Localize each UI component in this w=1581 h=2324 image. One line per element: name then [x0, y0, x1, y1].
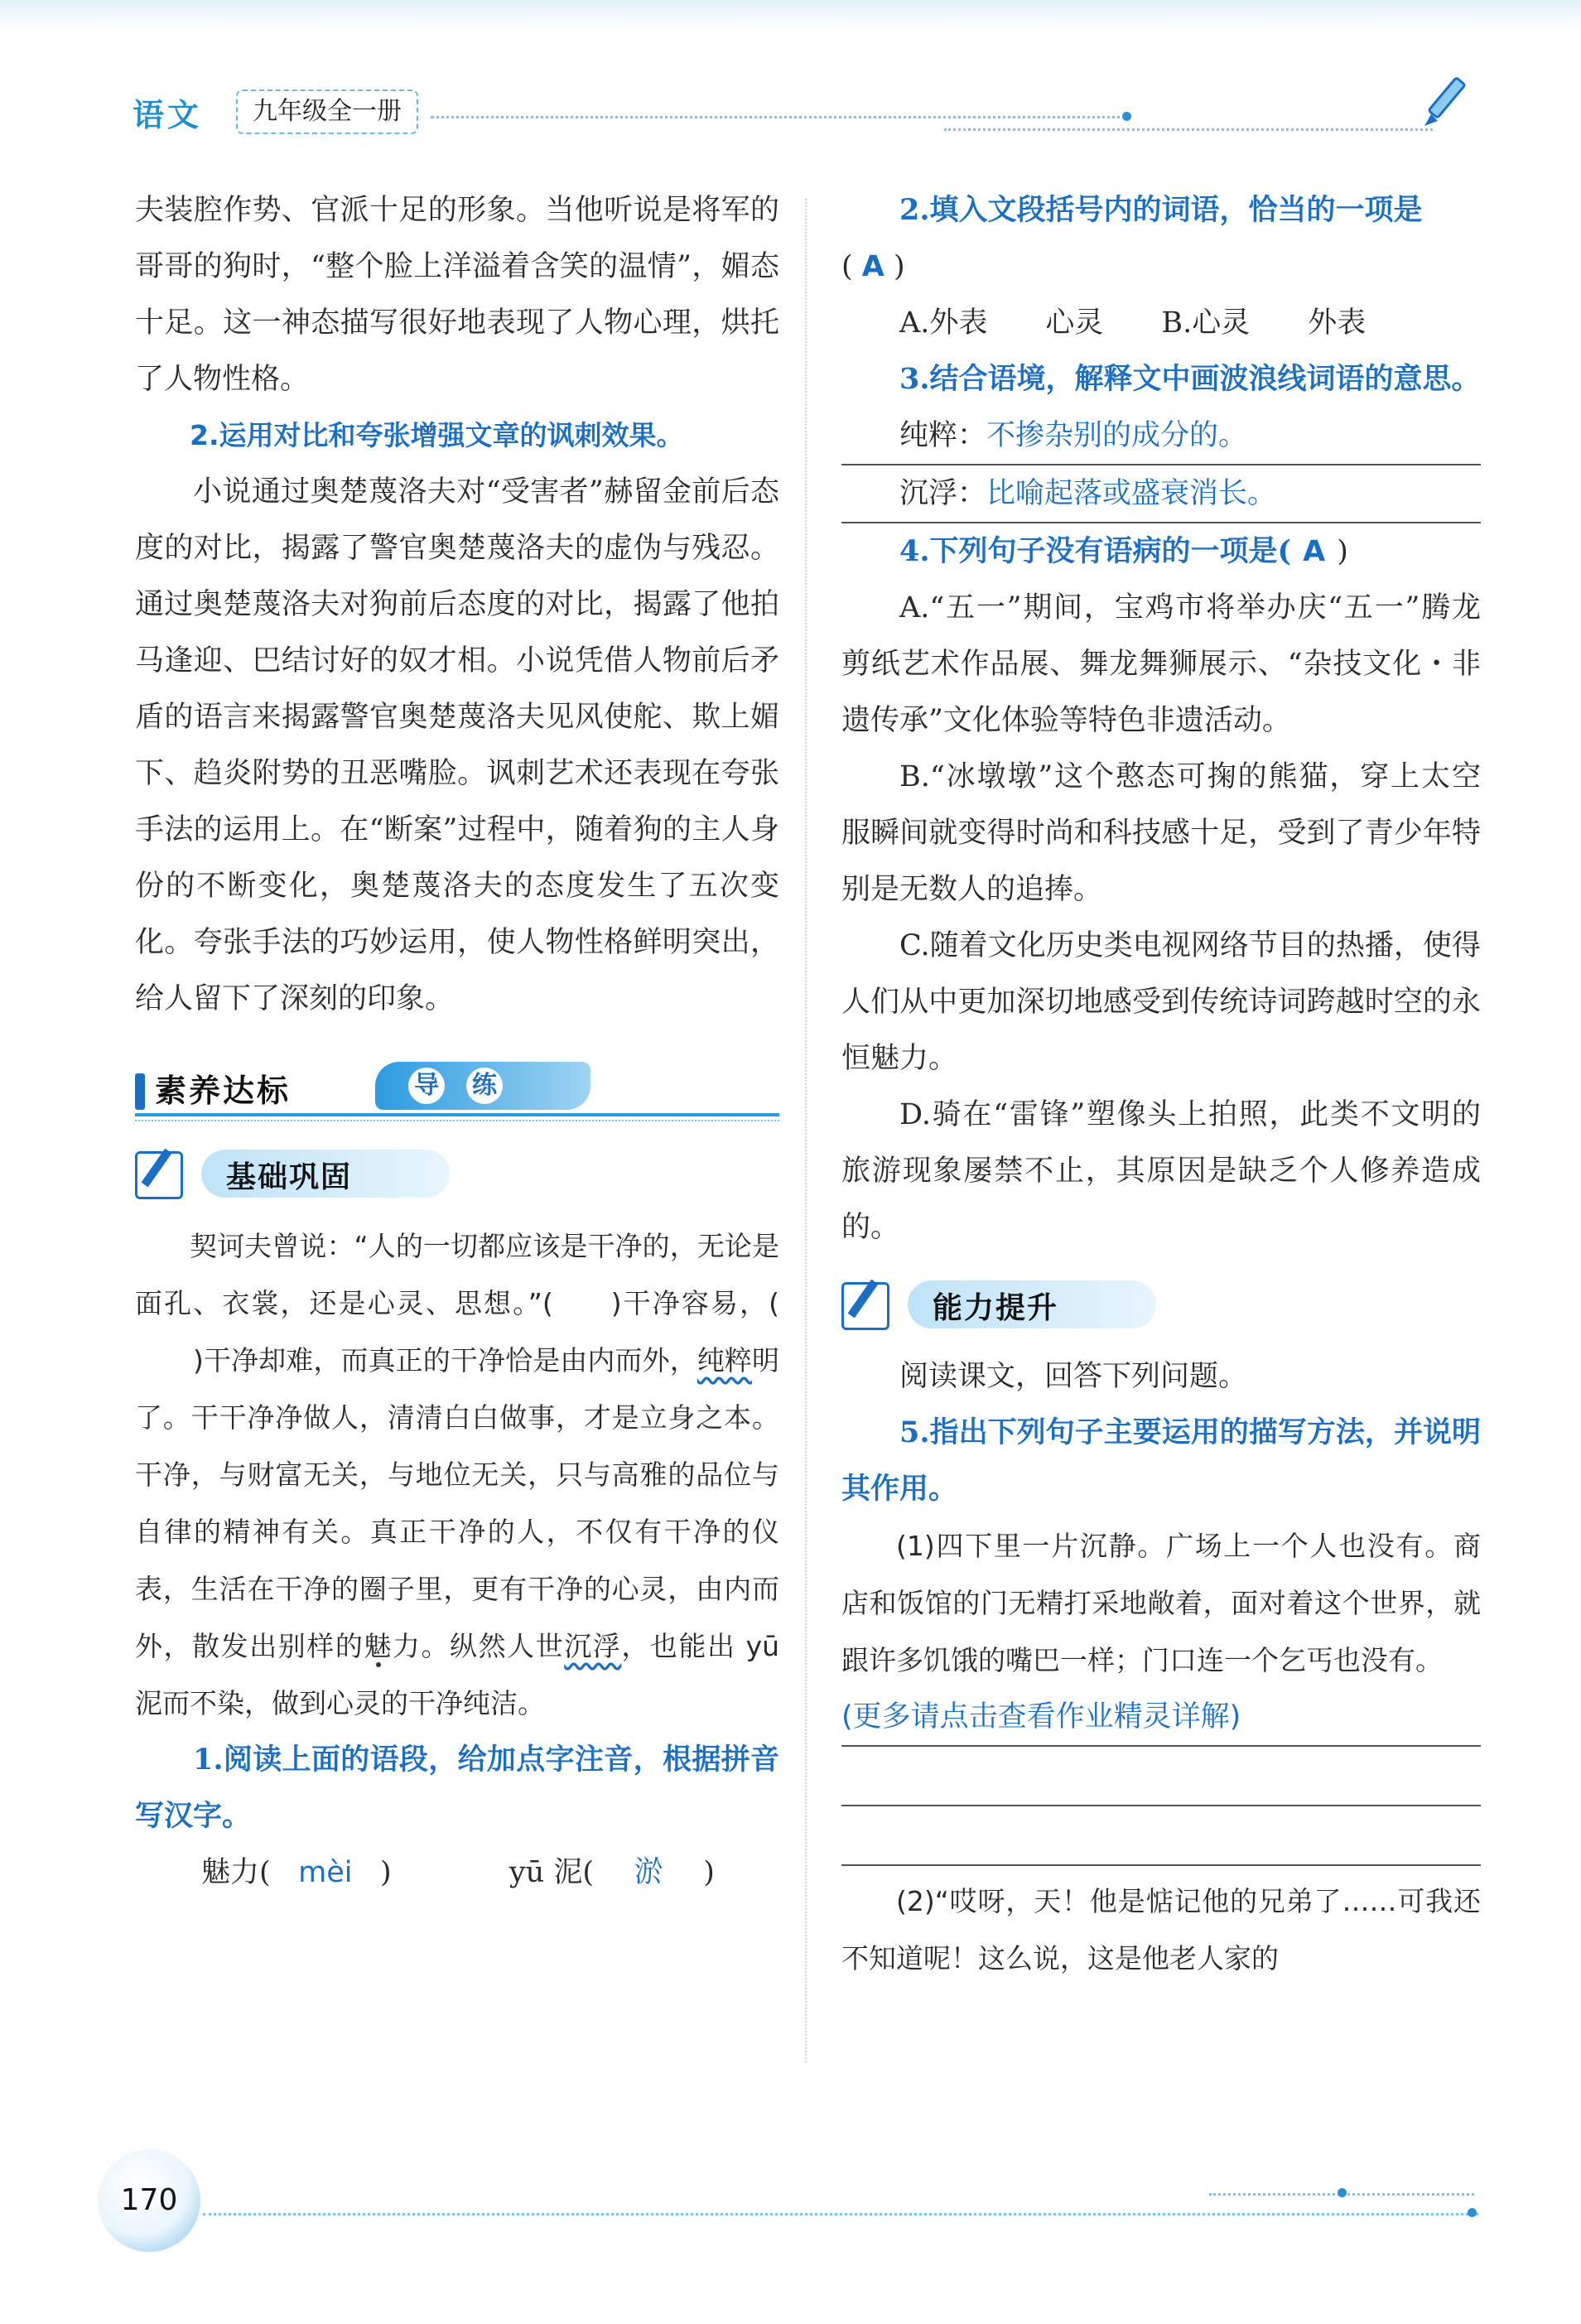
column-divider	[805, 199, 807, 2062]
q5-1-answer-line	[841, 1689, 1481, 1747]
analysis-paragraph-1: 夫装腔作势、官派十足的形象。当他听说是将军的哥哥的狗时，“整个脸上洋溢着含笑的温情”，媚态十足。这一神态描写很好地表现了人物心理，烘托了人物性格。	[135, 194, 779, 396]
answer-line	[841, 1806, 1481, 1866]
open-paren: (	[841, 250, 853, 283]
question-2	[841, 182, 1481, 239]
q4-option-b: B.“冰墩墩”这个憨态可掬的熊猫，穿上太空服瞬间就变得时尚和科技感十足，受到了青少年特别是无数人的追捧。	[841, 760, 1481, 906]
banner-pill	[375, 1062, 590, 1110]
question-3	[841, 351, 1481, 407]
more-details-link[interactable]: (更多请点击查看作业精灵详解)	[841, 1700, 1241, 1733]
q1-b-answer: 淤	[634, 1856, 663, 1889]
sub-banner-basic	[135, 1146, 779, 1201]
question-5	[841, 1405, 1481, 1517]
passage-text: 力。纵然人世	[392, 1630, 565, 1662]
banner-bar	[135, 1073, 145, 1110]
banner-char-2: 练	[466, 1068, 503, 1104]
q5-sentence-1: (1)四下里一片沉静。广场上一个人也没有。商店和饭馆的门无精打采地敞着，面对着这个世界，就跟许多饥饿的嘴巴一样；门口连一个乞丐也没有。	[841, 1530, 1481, 1676]
page-number: 170	[98, 2149, 200, 2252]
right-column	[841, 182, 1481, 1987]
analysis-point-2: 2.运用对比和夸张增强文章的讽刺效果。	[190, 419, 684, 451]
q1-b-label: yū 泥(	[509, 1856, 594, 1889]
q4-option-c: C.随着文化历史类电视网络节目的热播，使得人们从中更加深切地感受到传统诗词跨越时空的永恒魅力。	[841, 929, 1481, 1075]
top-band	[0, 0, 1581, 30]
q3-b-label: 沉浮：	[899, 477, 987, 510]
q3-a-line	[841, 407, 1481, 465]
footer-dot	[1338, 2188, 1347, 2197]
reading-passage	[135, 1217, 779, 1732]
question-1-answers	[135, 1844, 779, 1901]
q4-option-a: A.“五一”期间，宝鸡市将举办庆“五一”腾龙剪纸艺术作品展、舞龙舞狮展示、“杂技文化・非遗传承”文化体验等特色非遗活动。	[841, 591, 1481, 737]
dotted-char-mei: 魅	[364, 1630, 393, 1662]
q2-answer: A	[861, 250, 884, 283]
sub-banner-title: 能力提升	[933, 1291, 1059, 1325]
question-4-text: 4.下列句子没有语病的一项是(	[899, 534, 1292, 568]
header-dotted-line	[431, 116, 1126, 118]
footer-dot	[1468, 2208, 1477, 2217]
question-3-text: 3.结合语境，解释文中画波浪线词语的意思。	[899, 362, 1481, 396]
edit-icon	[841, 1282, 889, 1330]
footer-dotted-line	[203, 2213, 1478, 2216]
analysis-paragraph-3: 小说通过奥楚蔑洛夫对“受害者”赫留金前后态度的对比，揭露了警官奥楚蔑洛夫的虚伪与残忍。通过奥楚蔑洛夫对狗前后态度的对比，揭露了他拍马逢迎、巴结讨好的奴才相。小说凭借人物前后矛盾的语言来揭露警官奥楚蔑洛夫见风使舵、欺上媚下、趋炎附势的丑恶嘴脸。讽刺艺术还表现在夸张手法的运用上。在“断案”过程中，随着狗的主人身份的不断变化，奥楚蔑洛夫的态度发生了五次变化。夸张手法的巧妙运用，使人物性格鲜明突出，给人留下了深刻的印象。	[135, 475, 779, 1015]
passage-text: ，也能出 yū 泥而不染，做到心灵的干净纯洁。	[135, 1630, 780, 1719]
q3-a-label: 纯粹：	[899, 419, 987, 452]
q1-a-answer: mèi	[298, 1856, 353, 1889]
passage-text: )干净却难，而真正的干净恰是由内而外，	[193, 1344, 697, 1377]
question-5-text: 5.指出下列句子主要运用的描写方法，并说明其作用。	[841, 1415, 1481, 1506]
q3-b-answer: 比喻起落或盛衰消长。	[986, 477, 1277, 510]
subject-label: 语文	[133, 97, 203, 133]
header-dotted-line-2	[944, 128, 1433, 131]
q4-option-d: D.骑在“雷锋”塑像头上拍照，此类不文明的旅游现象屡禁不止，其原因是缺乏个人修养造成的。	[841, 1098, 1481, 1244]
answer-line	[841, 1747, 1481, 1806]
passage-text: 契诃夫曾说：“人的一切都应该是干净的，无论是面孔、衣裳，还是心灵、思想。”(	[135, 1230, 779, 1319]
close-paren: )	[894, 250, 905, 283]
question-1-text: 1.阅读上面的语段，给加点字注音，根据拼音写汉字。	[135, 1743, 779, 1833]
question-2-text: 2.填入文段括号内的词语，恰当的一项是	[899, 193, 1423, 227]
banner-underline	[135, 1113, 779, 1116]
question-4	[841, 523, 1481, 580]
header-dot	[1122, 112, 1131, 121]
banner-char-1: 导	[408, 1068, 445, 1104]
section-banner	[135, 1058, 779, 1121]
sub-banner-title: 基础巩固	[226, 1160, 353, 1194]
edit-icon	[135, 1151, 183, 1199]
banner-title: 素养达标	[155, 1073, 292, 1109]
passage-text: 明了。干干净净做人，清清白白做事，才是立身之本。干净，与财富无关，与地位无关，只与高雅的品位与自律的精神有关。真正干净的人，不仅有干净的仪表，生活在干净的圈子里，更有干净的心灵，由内而外，散发出别样的	[135, 1344, 780, 1662]
close-paren: )	[1337, 535, 1348, 568]
q3-a-answer: 不掺杂别的成分的。	[986, 419, 1248, 452]
question-2-options: A.外表 心灵 B.心灵 外表	[899, 306, 1367, 340]
question-1	[135, 1732, 779, 1844]
reading-instruction: 阅读课文，回答下列问题。	[899, 1360, 1248, 1393]
banner-dotted-underline	[135, 1120, 779, 1121]
q4-answer: A	[1303, 535, 1326, 568]
close-paren: )	[703, 1856, 715, 1889]
left-column	[135, 182, 779, 1901]
pen-icon	[1416, 75, 1474, 133]
q5-sentence-2: (2)“哎呀，天！他是惦记他的兄弟了……可我还不知道呢！这么说，这是他老人家的	[841, 1885, 1481, 1974]
close-paren: )	[379, 1856, 392, 1889]
q3-b-line	[841, 465, 1481, 523]
grade-label: 九年级全一册	[236, 89, 418, 134]
wavy-word-chenfu: 沉浮	[564, 1630, 622, 1662]
passage-text: )干净容易，(	[610, 1287, 779, 1319]
q1-a-label: 魅力(	[201, 1856, 271, 1889]
wavy-word-chuncui: 纯粹	[697, 1344, 753, 1377]
question-2-answer	[841, 239, 1481, 295]
sub-banner-ability	[841, 1277, 1481, 1332]
